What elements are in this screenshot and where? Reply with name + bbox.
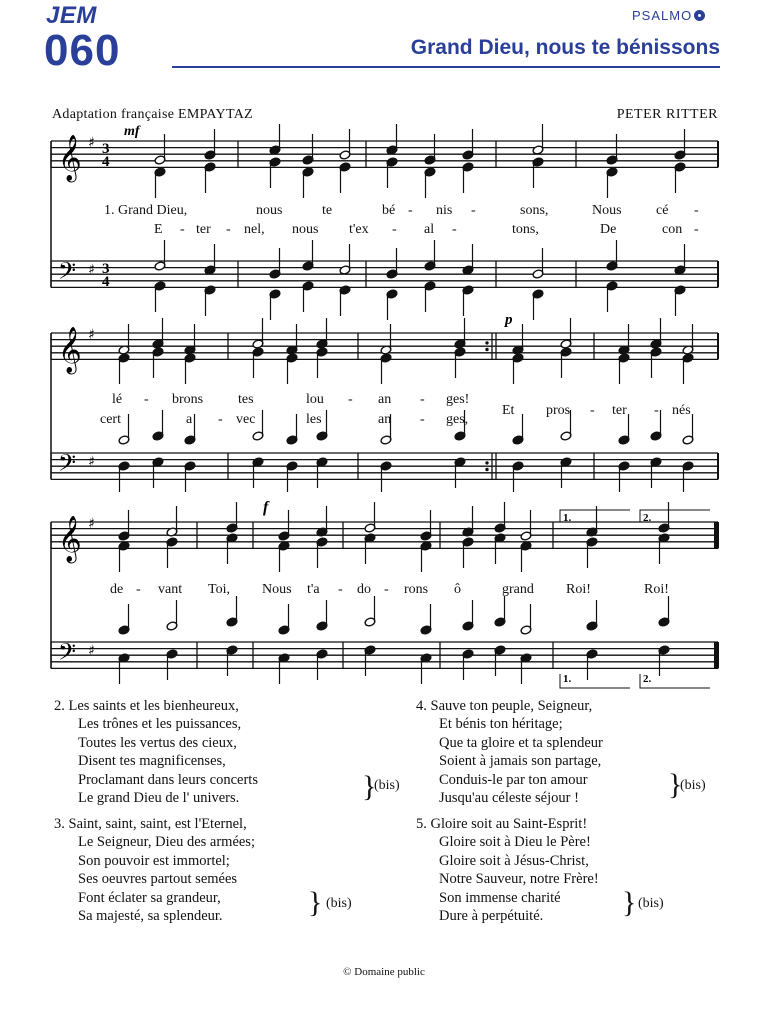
composer-credit: PETER RITTER [616,107,718,122]
verse-line-text: Disent tes magnificenses, [78,753,226,770]
verse-line-text: Sa majesté, sa splendeur. [78,908,223,925]
time-signature: 4 [102,274,110,290]
lyric-syllable: ges! [446,392,470,407]
verse-line [54,815,255,833]
lyric-syllable: t'ex [349,222,369,237]
verse-number: 3. [54,816,65,832]
lyric-syllable: Et [502,403,515,418]
lyric-syllable: - [471,203,476,218]
repeat-dot [485,348,488,351]
verse-line [416,815,599,833]
verse-line-text: Son pouvoir est immortel; [78,852,230,869]
adaptation-credit: Adaptation française EMPAYTAZ [52,107,253,122]
sharp-icon: ♯ [88,643,95,659]
lyric-syllable: - [392,222,397,237]
lyric-syllable: Roi! [566,582,591,597]
lyric-syllable: an [378,412,392,427]
verse-line-text: Dure à perpétuité. [439,908,544,925]
time-signature: 3 [102,141,110,157]
time-signature: 3 [102,261,110,277]
lyric-syllable: do [357,582,371,597]
verse-line-text: Les trônes et les puissances, [78,716,242,733]
lyric-syllable: cert [100,412,121,427]
lyric-syllable: Nous [592,203,622,218]
bis-brace: } [362,770,377,803]
lyric-syllable: ges, [446,412,469,427]
verse-line-text: Jusqu'au céleste séjour ! [439,790,579,807]
verse-line [54,697,258,715]
lyric-syllable: vec [236,412,256,427]
lyric-syllable: tons, [512,222,539,237]
lyric-syllable: - [180,222,185,237]
lyric-syllable: - [452,222,457,237]
verse-number: 2. [54,698,65,714]
treble-clef-icon: 𝄞 [58,135,82,181]
sharp-icon: ♯ [88,327,95,343]
lyric-syllable: - [384,582,389,597]
clefs [58,135,110,671]
lyric-syllable: t'a [307,582,320,597]
verse-5 [416,815,599,925]
lyric-syllable: 1. Grand Dieu, [104,203,188,218]
final-barline [714,522,718,548]
lyric-syllable: - [144,392,149,407]
lyric-syllable: nel, [244,222,265,237]
lyric-syllable: rons [404,582,429,597]
lyric-syllable: - [226,222,231,237]
lyric-syllable: Nous [262,582,292,597]
verse-line-text: Le Seigneur, Dieu des armées; [78,834,255,851]
lyric-syllable: ô [454,582,461,597]
lyric-syllable: nés [672,403,691,418]
lyric-syllable: con [662,222,683,237]
dynamic-mf: mf [124,124,140,139]
verse-line-text: Gloire soit à Jésus-Christ, [439,852,589,869]
lyric-syllable: sons, [520,203,549,218]
collection-label: JEM [46,2,97,29]
verse-line-text: Sauve ton peuple, Seigneur, [430,698,593,714]
lyric-syllable: - [338,582,343,597]
lyric-syllable: nis [436,203,453,218]
lyric-syllable: - [408,203,413,218]
treble-clef-icon: 𝄞 [58,516,82,562]
lyric-syllable: Roi! [644,582,669,597]
lyric-syllable: E [154,222,163,237]
lyric-syllable: lou [306,392,324,407]
verse-line-text: Notre Sauveur, notre Frère! [439,871,599,888]
verse-2 [54,697,258,807]
lyric-syllable: nous [292,222,319,237]
lyric-syllable: - [590,403,595,418]
verse-line-text: Les saints et les bienheureux, [68,698,239,714]
lyric-syllable: cé [656,203,669,218]
verse-number: 5. [416,816,427,832]
lyric-syllable: les [306,412,322,427]
verse-line-text: Soient à jamais son partage, [439,753,602,770]
lyric-syllable: - [136,582,141,597]
lyric-syllable: vant [158,582,183,597]
dynamic-f: f [263,499,269,516]
lyric-syllable: tes [238,392,254,407]
bis-brace: } [622,886,637,919]
verse-line-text: Proclamant dans leurs concerts [78,771,258,788]
bis-label: (bis) [326,896,352,911]
lyric-syllable: - [654,403,659,418]
dynamic-p: p [505,312,513,328]
verse-line [416,697,603,715]
verse-line-text: Saint, saint, saint, est l'Eternel, [68,816,247,832]
sharp-icon: ♯ [88,454,95,470]
lyric-syllable: ter [196,222,211,237]
bis-brace: } [668,768,683,801]
verse-3 [54,815,255,925]
lyric-syllable: ter [612,403,627,418]
lyric-syllable: te [322,203,333,218]
volta-2-label: 2. [643,512,652,524]
lyric-syllable: - [420,412,425,427]
hymn-title: Grand Dieu, nous te bénissons [410,36,720,59]
verse-line-text: Font éclater sa grandeur, [78,889,221,906]
verse-line-text: Ses oeuvres partout semées [78,871,238,888]
lyric-syllable: nous [256,203,283,218]
volta-1-label-bass: 1. [563,673,572,685]
treble-clef-icon: 𝄞 [58,327,82,373]
lyric-syllable: De [600,222,617,237]
lyric-syllable: - [218,412,223,427]
lyric-syllable: grand [502,582,534,597]
lyric-syllable: a [186,412,193,427]
verse-line-text: Conduis-le par ton amour [439,771,588,788]
lyric-syllable: brons [172,392,204,407]
verse-line-text: Toutes les vertus des cieux, [78,734,237,751]
lyric-syllable: - [348,392,353,407]
lyric-syllable: al [424,222,435,237]
verse-4 [416,697,603,807]
bis-label: (bis) [680,778,706,793]
repeat-dot [485,461,488,464]
lyric-syllable: lé [112,392,123,407]
lyric-syllable: bé [382,203,396,218]
verse-line-text: Gloire soit au Saint-Esprit! [430,816,588,832]
lyric-syllable: de [110,582,124,597]
volta-2-label-bass: 2. [643,673,652,685]
verse-line-text: Son immense charité [439,889,561,906]
hymn-number: 060 [44,26,121,75]
volta-1-label: 1. [563,512,572,524]
bis-brace: } [308,886,323,919]
lyric-syllable: pros [546,403,571,418]
bis-label: (bis) [374,778,400,793]
final-barline [714,642,718,668]
bass-clef-icon: 𝄢 [58,257,77,290]
lyric-syllable: - [694,222,699,237]
lyric-syllable: - [694,203,699,218]
verse-line-text: Que ta gloire et ta splendeur [439,734,603,751]
verse-line-text: Gloire soit à Dieu le Père! [439,834,591,851]
lyric-syllable: an [378,392,392,407]
lyric-syllable: - [420,392,425,407]
bass-clef-icon: 𝄢 [58,638,77,671]
repeat-dot [485,468,488,471]
bass-clef-icon: 𝄢 [58,449,77,482]
lyric-syllable: Toi, [208,582,230,597]
sharp-icon: ♯ [88,135,95,151]
verse-line-text: Et bénis ton héritage; [439,716,563,733]
sharp-icon: ♯ [88,516,95,532]
time-signature: 4 [102,154,110,170]
verse-number: 4. [416,698,427,714]
verse-line-text: Le grand Dieu de l' univers. [78,790,240,807]
sharp-icon: ♯ [88,262,95,278]
repeat-dot [485,341,488,344]
bis-label: (bis) [638,896,664,911]
publisher-logo-text: PSALMO [632,8,693,23]
copyright-notice: © Domaine public [343,966,425,978]
